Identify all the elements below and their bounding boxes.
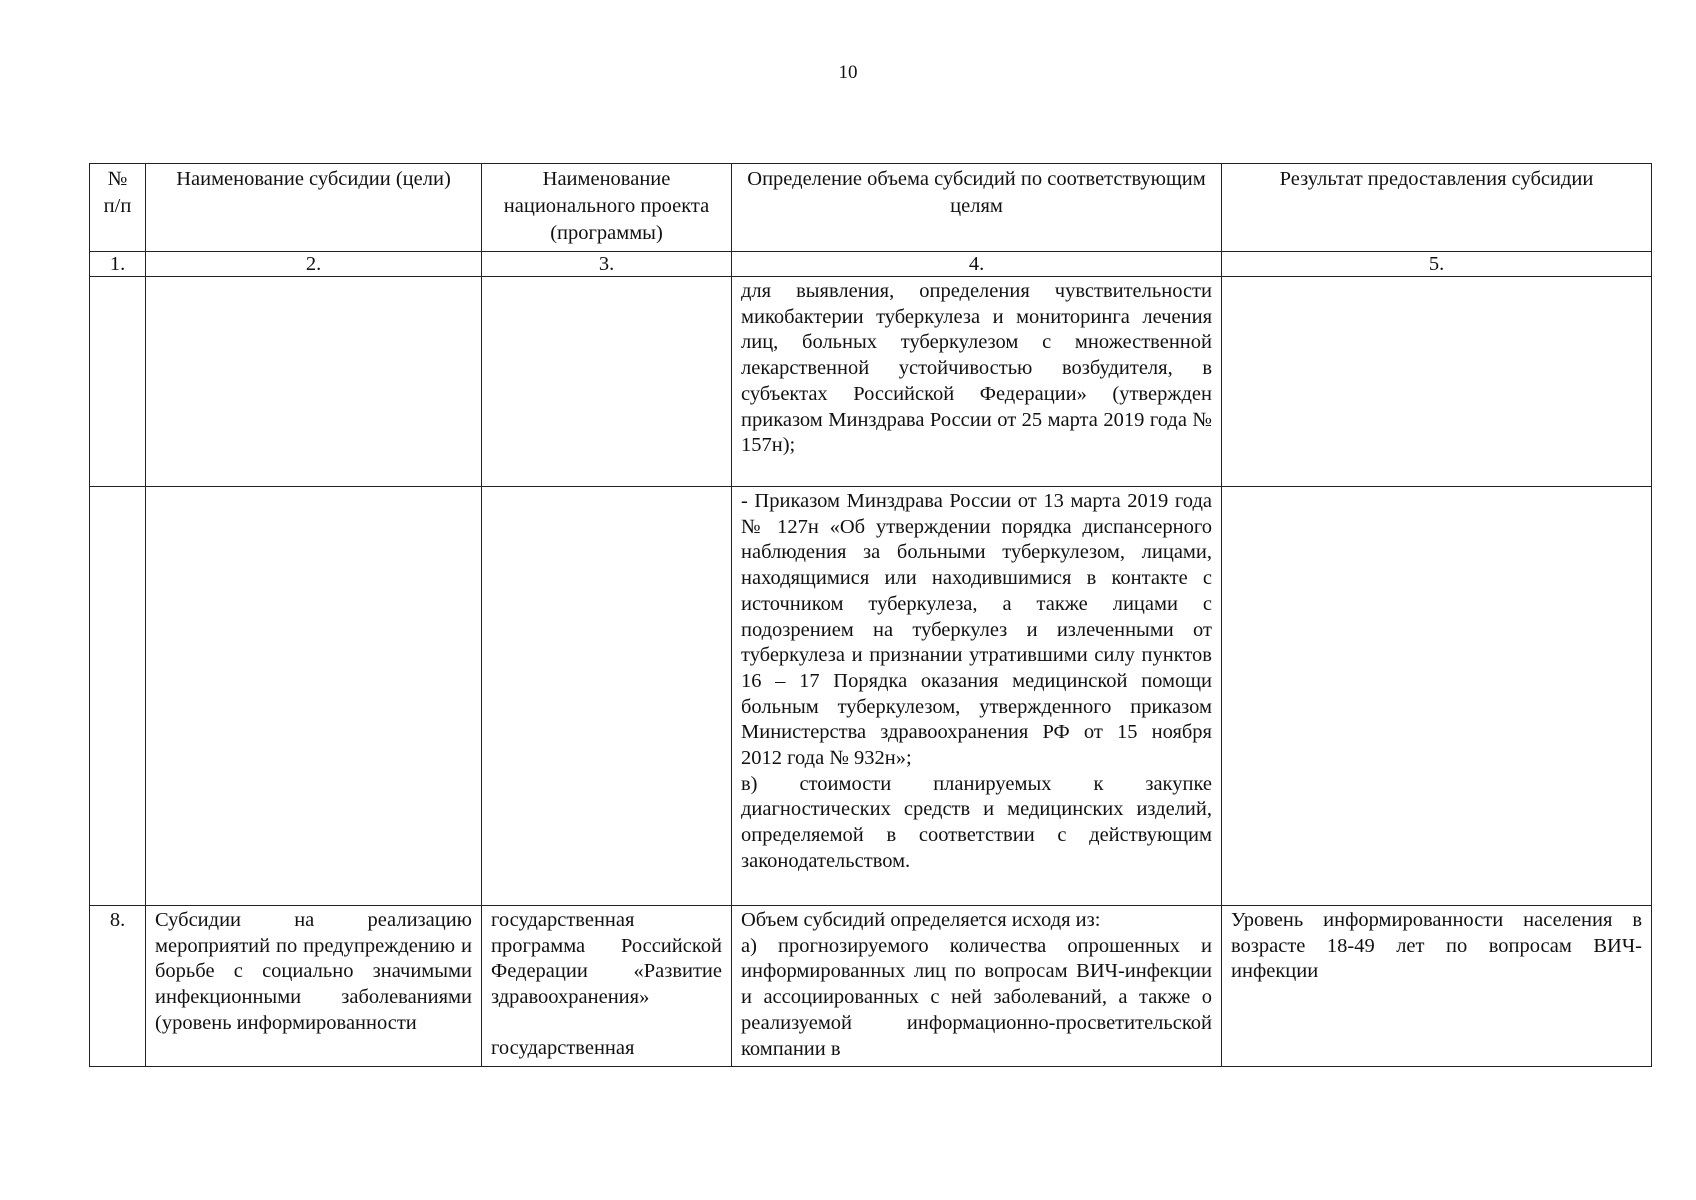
page-number: 10 bbox=[838, 62, 858, 83]
table-row bbox=[90, 487, 1652, 906]
subsidy-name-cell bbox=[146, 487, 482, 906]
header-national-project: Наименование национального проекта (программы) bbox=[482, 164, 732, 252]
project-paragraph: государственная bbox=[491, 1036, 635, 1059]
header-subsidy-name: Наименование субсидии (цели) bbox=[146, 164, 482, 252]
column-number-4: 4. bbox=[732, 252, 1222, 277]
result-cell bbox=[1222, 277, 1652, 487]
row-number-cell bbox=[90, 277, 146, 487]
definition-cell bbox=[732, 487, 1222, 906]
subsidy-table bbox=[89, 163, 1652, 1067]
subsidy-name-cell bbox=[146, 277, 482, 487]
definition-paragraph: - Приказом Минздрава России от 13 марта 2019 года № 127н «Об утверждении порядка диспансерного наблюдения за больными туберкулезом, лицами, находящимися или находившимися в контакте с источником туберкулеза, а также лицами с подозрением на туберкулез и излеченными от туберкулеза и признании утратившими силу пунктов 16 – 17 Порядка оказания медицинской помощи больным туберкулезом, утвержденного приказом Министерства здравоохранения РФ от 15 ноября 2012 года № 932н»; bbox=[741, 490, 1212, 770]
table-row bbox=[90, 277, 1652, 487]
header-result: Результат предоставления субсидии bbox=[1222, 164, 1652, 252]
column-number-1: 1. bbox=[90, 252, 146, 277]
project-cell bbox=[482, 487, 732, 906]
definition-paragraph: а) прогнозируемого количества опрошенных и информированных лиц по вопросам ВИЧ-инфекции и ассоциированных с ней заболеваний, а также о реализуемой информационно-просветительской компании в bbox=[741, 934, 1212, 1060]
header-volume-definition: Определение объема субсидий по соответствующим целям bbox=[732, 164, 1222, 252]
result-cell bbox=[1222, 487, 1652, 906]
row-number-cell bbox=[90, 487, 146, 906]
column-number-2: 2. bbox=[146, 252, 482, 277]
definition-paragraph: Объем субсидий определяется исходя из: bbox=[741, 909, 1101, 931]
project-cell bbox=[482, 277, 732, 487]
column-number-3: 3. bbox=[482, 252, 732, 277]
project-paragraph: государственная программа Российской Федерации «Развитие здравоохранения» bbox=[491, 909, 722, 1009]
subsidy-name-cell: Субсидии на реализацию мероприятий по предупреждению и борьбе с социально значимыми инфекционными заболеваниями (уровень информированности bbox=[146, 906, 482, 1067]
definition-cell bbox=[732, 906, 1222, 1067]
definition-cell bbox=[732, 277, 1222, 487]
table-header-row bbox=[90, 164, 1652, 252]
project-cell bbox=[482, 906, 732, 1067]
column-number-5: 5. bbox=[1222, 252, 1652, 277]
table-row bbox=[90, 906, 1652, 1067]
row-number-cell: 8. bbox=[90, 906, 146, 1067]
column-numbers-row bbox=[90, 252, 1652, 277]
definition-paragraph: для выявления, определения чувствительности микобактерии туберкулеза и мониторинга лечения лиц, больных туберкулезом с множественной лекарственной устойчивостью возбудителя, в субъектах Российской Федерации» (утвержден приказом Минздрава России от 25 марта 2019 года № 157н); bbox=[741, 280, 1212, 457]
header-number: № п/п bbox=[90, 164, 146, 252]
definition-paragraph: в) стоимости планируемых к закупке диагностических средств и медицинских изделий, определяемой в соответствии с действующим законодательством. bbox=[741, 772, 1212, 872]
result-cell: Уровень информированности населения в возрасте 18-49 лет по вопросам ВИЧ-инфекции bbox=[1222, 906, 1652, 1067]
